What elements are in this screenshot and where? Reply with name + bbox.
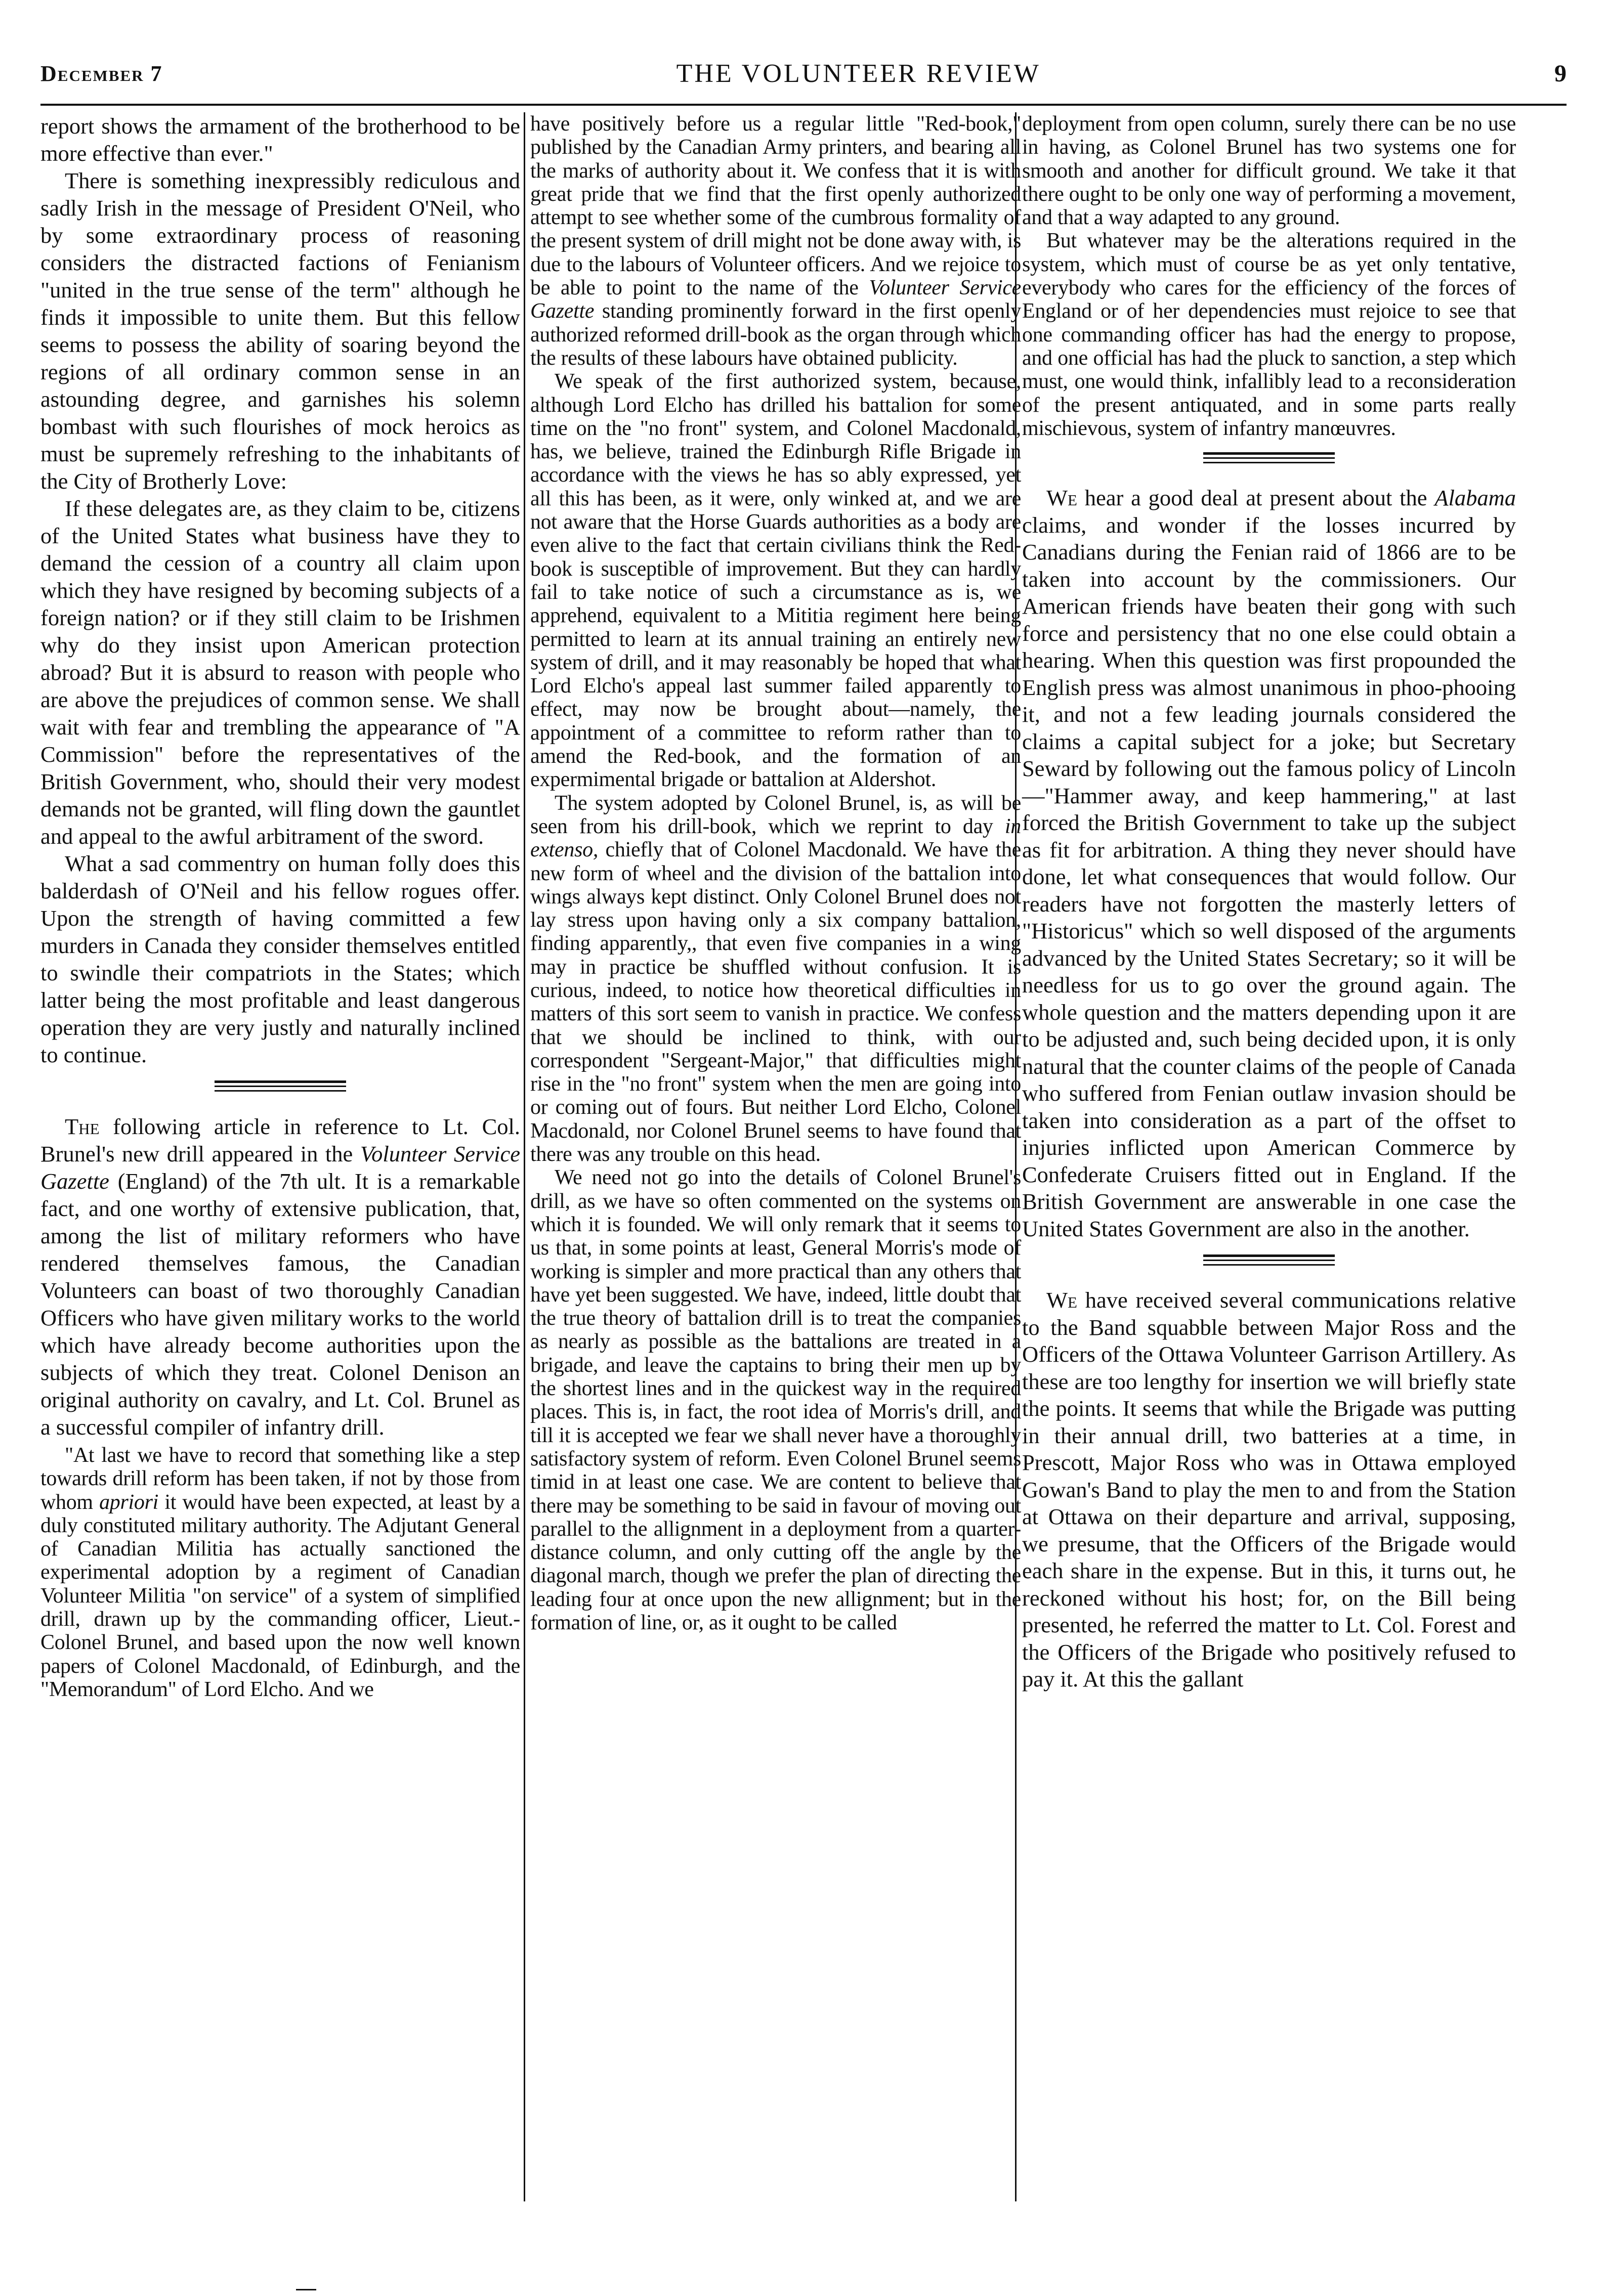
column-3 <box>1022 112 1516 1693</box>
paragraph <box>530 112 1021 370</box>
text-run: hear a good deal at present about the <box>1077 485 1435 511</box>
text-run: claims, and wonder if the losses incurred by Canadians during the Fenian raid of 1866 are to be taken into account by the commissioners. Our American friends have beaten their gong with such force and persistency that no one else could obtain a hearing. When this question was first propounded the English press was almost unanimous in phoo-phooing it, and not a few leading journals considered the claims a capital subject for a joke; but Secretary Seward by following out the famous policy of Lincoln—"Hammer away, and keep hammering," at last forced the British Government to take up the subject as fit for arbitration. A thing they never should have done, let what consequences that would follow. Our readers have not forgotten the masterly letters of "Historicus" which so well disposed of the arguments advanced by the United States Secretary; so it will be needless for us to go over the ground again. The whole question and the matters depending upon it are to be adjusted and, such being decided upon, it is only natural that the counter claims of the people of Canada who suffered from Fenian outlaw invasion should be taken into consideration as a part of the offset to injuries inflicted upon American Commerce by Confederate Cruisers fitted out in England. If the British Government are answerable in one case the United States Government are also in the another. <box>1022 512 1516 1241</box>
text-run: "At last we have to record that something like a step towards drill reform has been taken, if not by those from whom <box>40 1444 520 1514</box>
paragraph: But whatever may be the alterations required in the system, which must of course be as yet only tentative, everybody who cares for the efficiency of the forces of England or of her dependencies must rejoice to see that one commanding officer has had the energy to propose, and one official has had the pluck to sanction, a step which must, one would think, infallibly lead to a reconsideration of the present antiquated, and in some parts really mischievous, system of infantry manœuvres. <box>1022 229 1516 440</box>
footer-mark <box>296 2289 316 2290</box>
quoted-article <box>40 1444 520 1701</box>
italic-term: in extenso, <box>530 814 1021 862</box>
paragraph: What a sad commentry on human folly does this balderdash of O'Neil and his fellow rogues offer. Upon the strength of having committed a few murders in Canada they consider themselves entitled to swindle their compatriots in the States; which latter being the most profitable and least dangerous operation they are very justly and naturally inclined to continue. <box>40 851 520 1067</box>
paragraph: We speak of the first authorized system, because, although Lord Elcho has drilled his battalion for some time on the "no front" system, and Colonel Macdonald, has, we believe, trained the Edinburgh Rifle Brigade in accordance with the views he has so ably expressed, yet all this has been, as it were, only winked at, and we are not aware that the Horse Guards authorities as a body are even alive to the fact that certain civilians think the Red-book is susceptible of improvement. But they can hardly fail to take notice of such a circumstance as is, we apprehend, equivalent to a Mititia regiment here being permitted to learn at its annual training an entirely new system of drill, and it may reasonably be hoped that what Lord Elcho's appeal last summer failed apparently to effect, may now be brought about—namely, the appointment of a committee to reform rather than to amend the Red-book, and the formation of an expermimental brigade or battalion at Aldershot. <box>530 370 1021 792</box>
article-band-squabble <box>1022 1287 1516 1693</box>
text-run: standing prominently forward in the first openly authorized reformed drill-book as the organ through which the results of these labours have obtained publicity. <box>530 299 1022 370</box>
publication-title: THE VOLUNTEER REVIEW <box>676 59 1041 88</box>
paragraph: deployment from open column, surely there can be no use in having, as Colonel Brunel has two systems one for smooth and another for difficult ground. We take it that there ought to be only one way of performing a movement, and that a way adapted to any ground. <box>1022 112 1516 230</box>
issue-date: December 7 <box>40 61 163 86</box>
section-separator <box>1203 1254 1335 1266</box>
publication-name: Volunteer Service Gazette <box>40 1141 520 1194</box>
text-run: it would have been expected, at least by a duly constituted military authority. The Adjutant General of Canadian Militia has actually sanctioned the experimental adoption by a regiment of Canadian Volunteer Militia "on service" of a system of simplified drill, drawn up by the commanding officer, Lieut.-Colonel Brunel, and based upon the now well known papers of Colonel Macdonald, of Edinburgh, and the "Memorandum" of Lord Elcho. And we <box>40 1490 520 1701</box>
italic-term: Alabama <box>1434 485 1516 511</box>
italic-term: apriori <box>99 1490 159 1514</box>
lead-word: We <box>1046 485 1077 511</box>
paragraph: There is something inexpressibly rediculous and sadly Irish in the message of President O'Neil, who by some extraordinary process of reasoning considers the distracted factions of Fenianism "united in the true sense of the term" although he finds it impossible to unite them. But this fellow seems to possess the ability of soaring beyond the regions of all ordinary common sense in an astounding degree, and garnishes his solemn bombast with such flourishes of mock heroics as must be supremely refreshing to the inhabitants of the City of Brotherly Love: <box>40 168 520 494</box>
section-separator <box>215 1080 346 1092</box>
paragraph: We need not go into the details of Colonel Brunel's drill, as we have so often commented on the systems on which it is founded. We will only remark that it seems to us that, in some points at least, General Morris's mode of working is simpler and more practical than any others that have yet been suggested. We have, indeed, little doubt that the true theory of battalion drill is to treat the companies as nearly as possible as the battalions are treated in a brigade, and leave the captains to bring their men up by the shortest lines and in the quickest way in the required places. This is, in fact, the root idea of Morris's drill, and till it is accepted we fear we shall never have a thoroughly satisfactory system of reform. Even Colonel Brunel seems timid in at least one case. We are content to believe that there may be something to be said in favour of moving out parallel to the allignment in a deployment from a quarter-distance column, and only cutting off the angle by the diagonal march, though we prefer the plan of directing the leading four at once upon the new allignment; but in the formation of line, or, as it ought to be called <box>530 1166 1021 1634</box>
column-1 <box>40 112 520 1701</box>
text-run: The system adopted by Colonel Brunel, is, as will be seen from his drill-book, which we reprint to day <box>530 791 1021 838</box>
column-divider <box>524 112 525 2201</box>
lead-word: The <box>65 1114 100 1139</box>
column-2 <box>530 112 1021 1634</box>
text-run: have received several communications relative to the Band squabble between Major Ross and the Officers of the Ottawa Volunteer Garrison Artillery. As these are too lengthy for insertion we will briefly state the points. It seems that while the Brigade was putting in their annual drill, two batteries at a time, in Prescott, Major Ross who was in Ottawa employed Gowan's Band to play the men to and from the Station at Ottawa on their departure and arrival, supposing, we presume, that the Officers of the Brigade would each share in the expense. But in this, it turns out, he reckoned without his host; for, on the Bill being presented, he referred the matter to Lt. Col. Forest and the Officers of the Brigade who positively refused to pay it. At this the gallant <box>1022 1287 1516 1692</box>
page-header <box>40 56 1567 91</box>
article-brunel-drill <box>40 1113 520 1441</box>
header-rule <box>40 104 1567 106</box>
text-run: following article in reference to Lt. Col. Brunel's new drill appeared in the <box>40 1114 520 1166</box>
text-run: have positively before us a regular little "Red-book," published by the Canadian Army printers, and bearing all the marks of authority about it. We confess that it is with great pride that we find that the first openly authorized attempt to see whether some of the cumbrous formality of the present system of drill might not be done away with, is due to the labours of Volunteer officers. And we rejoice to be able to point to the name of the <box>530 112 1021 300</box>
page-number: 9 <box>1554 60 1567 87</box>
section-separator <box>1203 452 1335 463</box>
paragraph <box>530 792 1021 1166</box>
paragraph: If these delegates are, as they claim to be, citizens of the United States what business have they to demand the cession of a country all claim upon which they have resigned by becoming subjects of a foreign nation? or if they still claim to be Irishmen why do they insist upon American protection abroad? But it is absurd to reason with people who are above the prejudices of common sense. We shall wait with fear and trembling the appearance of "A Commission" before the representatives of the British Government, who, should their very modest demands not be granted, will fling down the gauntlet and appeal to the awful arbitrament of the sword. <box>40 496 520 849</box>
text-run: chiefly that of Colonel Macdonald. We have the new form of wheel and the division of the battalion into wings always kept distinct. Only Colonel Brunel does not lay stress upon having only a six company battalion, finding apparently,, that even five companies in a wing may in practice be shuffled without confusion. It is curious, indeed, to notice how theoretical difficulties in matters of this sort seem to vanish in practice. We confess that we should be inclined to think, with our correspondent "Sergeant-Major," that difficulties might rise in the "no front" system when the men are going into or coming out of fours. But neither Lord Elcho, Colonel Macdonald, nor Colonel Brunel seems to have found that there was any trouble on this head. <box>530 838 1021 1166</box>
paragraph: report shows the armament of the brotherhood to be more effective than ever." <box>40 113 520 166</box>
text-run: (England) of the 7th ult. It is a remarkable fact, and one worthy of extensive publication, that, among the list of military reformers who have rendered themselves famous, the Canadian Volunteers can boast of two thoroughly Canadian Officers who have given military works to the world which have already become authorities upon the subjects of which they treat. Colonel Denison an original authority on cavalry, and Lt. Col. Brunel as a successful compiler of infantry drill. <box>40 1168 520 1440</box>
article-alabama-claims <box>1022 485 1516 1242</box>
publication-name: Volunteer Service Gazette <box>530 276 1022 323</box>
lead-word: We <box>1046 1287 1077 1313</box>
